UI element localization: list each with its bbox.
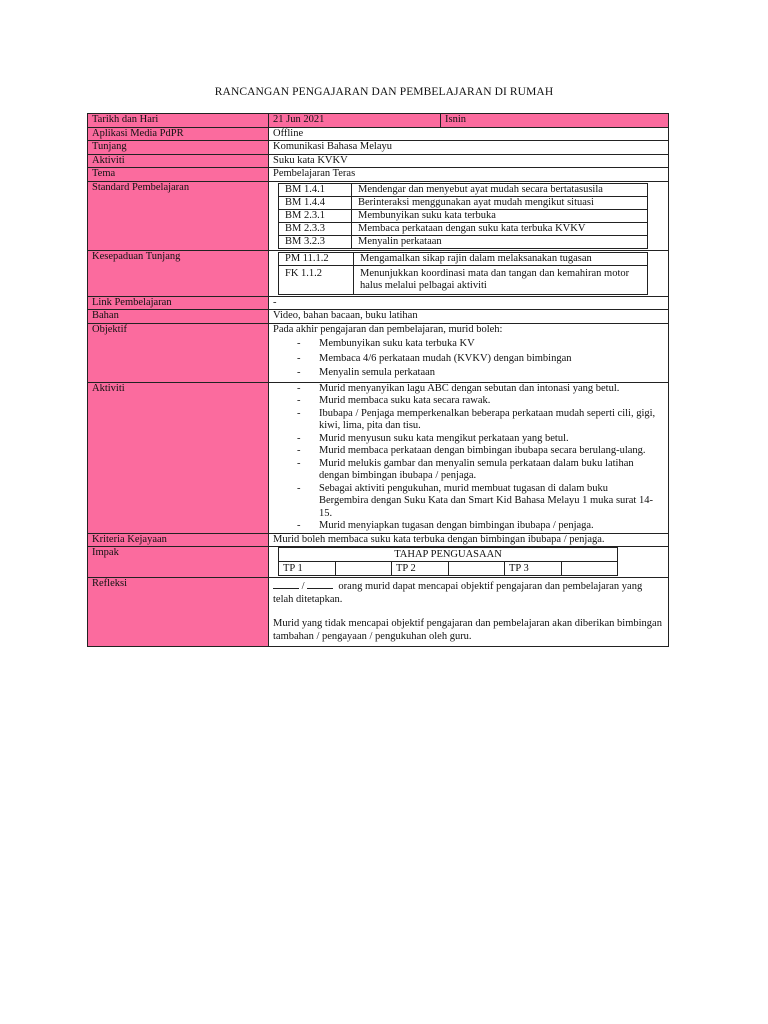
label-refleksi: Refleksi bbox=[88, 578, 269, 647]
label-aktiviti: Aktiviti bbox=[88, 382, 269, 533]
standard-text: Berinteraksi menggunakan ayat mudah mengikut situasi bbox=[352, 196, 648, 209]
tahap-level: TP 3 bbox=[505, 562, 562, 576]
kesepaduan-item bbox=[279, 252, 648, 265]
value-day: Isnin bbox=[445, 114, 466, 125]
kesepaduan-table bbox=[278, 252, 648, 295]
tahap-blank bbox=[448, 562, 505, 576]
label-tunjang: Tunjang bbox=[88, 141, 269, 155]
list-item: - Menyalin semula perkataan bbox=[297, 367, 664, 380]
standard-text: Membaca perkataan dengan suku kata terbuka KVKV bbox=[352, 222, 648, 235]
row-tunjang bbox=[88, 141, 669, 155]
standard-text: Membunyikan suku kata terbuka bbox=[352, 209, 648, 222]
value-aplikasi: Offline bbox=[269, 127, 669, 141]
row-aktiviti-top bbox=[88, 154, 669, 168]
blank-line bbox=[307, 579, 333, 589]
row-aktiviti bbox=[88, 382, 669, 533]
standard-code: BM 1.4.4 bbox=[279, 196, 352, 209]
label-tarikh: Tarikh dan Hari bbox=[88, 114, 269, 128]
list-item: - Murid menyiapkan tugasan dengan bimbingan ibubapa / penjaga. bbox=[297, 520, 658, 533]
label-bahan: Bahan bbox=[88, 310, 269, 324]
value-link: - bbox=[269, 296, 669, 310]
value-bahan: Video, bahan bacaan, buku latihan bbox=[269, 310, 669, 324]
row-objektif bbox=[88, 323, 669, 382]
label-kriteria: Kriteria Kejayaan bbox=[88, 533, 269, 547]
standard-item bbox=[279, 222, 648, 235]
row-bahan bbox=[88, 310, 669, 324]
list-item: - Murid membaca suku kata secara rawak. bbox=[297, 395, 658, 408]
standard-code: BM 3.2.3 bbox=[279, 235, 352, 248]
value-date: 21 Jun 2021 bbox=[269, 114, 441, 127]
list-item: - Murid membaca perkataan dengan bimbingan ibubapa secara berulang-ulang. bbox=[297, 445, 658, 458]
row-impak bbox=[88, 547, 669, 578]
list-item: - Murid menyanyikan lagu ABC dengan sebutan dan intonasi yang betul. bbox=[297, 383, 658, 396]
refleksi-line2: Murid yang tidak mencapai objektif pengajaran dan pembelajaran akan diberikan bimbingan tambahan / pengayaan / pengukuhan oleh guru. bbox=[273, 618, 662, 642]
lesson-plan-table bbox=[87, 113, 669, 647]
refleksi-slash: / bbox=[301, 581, 305, 592]
label-tema: Tema bbox=[88, 168, 269, 182]
blank-line bbox=[273, 579, 299, 589]
label-aplikasi: Aplikasi Media PdPR bbox=[88, 127, 269, 141]
document-title: RANCANGAN PENGAJARAN DAN PEMBELAJARAN DI RUMAH bbox=[214, 86, 554, 98]
row-link bbox=[88, 296, 669, 310]
row-refleksi bbox=[88, 578, 669, 647]
row-tarikh bbox=[88, 114, 669, 128]
kesepaduan-item bbox=[279, 265, 648, 294]
standard-item bbox=[279, 209, 648, 222]
list-item: - Sebagai aktiviti pengukuhan, murid membuat tugasan di dalam buku Bergembira dengan Suku Kata dan Smart Kid Bahasa Melayu 1 muka surat 14-15. bbox=[297, 483, 658, 521]
tahap-level: TP 1 bbox=[279, 562, 336, 576]
tahap-level: TP 2 bbox=[392, 562, 449, 576]
label-kesepaduan: Kesepaduan Tunjang bbox=[88, 250, 269, 296]
kesepaduan-code: FK 1.1.2 bbox=[279, 265, 354, 294]
standard-text: Menyalin perkataan bbox=[352, 235, 648, 248]
value-tema: Pembelajaran Teras bbox=[269, 168, 669, 182]
row-tema bbox=[88, 168, 669, 182]
standard-text: Mendengar dan menyebut ayat mudah secara bertatasusila bbox=[352, 183, 648, 196]
tahap-blank bbox=[561, 562, 618, 576]
tahap-table bbox=[278, 547, 618, 576]
standard-code: BM 2.3.1 bbox=[279, 209, 352, 222]
kesepaduan-text: Menunjukkan koordinasi mata dan tangan dan kemahiran motor halus melalui pelbagai aktiviti bbox=[354, 265, 648, 294]
list-item: - Murid melukis gambar dan menyalin semula perkataan dalam buku latihan dengan bimbingan ibubapa / penjaga. bbox=[297, 458, 658, 483]
objektif-list bbox=[273, 338, 664, 380]
standard-item bbox=[279, 196, 648, 209]
list-item: - Murid menyusun suku kata mengikut perkataan yang betul. bbox=[297, 433, 658, 446]
row-standard bbox=[88, 181, 669, 250]
value-aktiviti-top: Suku kata KVKV bbox=[269, 154, 669, 168]
standard-table bbox=[278, 183, 648, 249]
row-kriteria bbox=[88, 533, 669, 547]
list-item: - Membunyikan suku kata terbuka KV bbox=[297, 338, 664, 351]
label-aktiviti-top: Aktiviti bbox=[88, 154, 269, 168]
label-standard: Standard Pembelajaran bbox=[88, 181, 269, 250]
label-link: Link Pembelajaran bbox=[88, 296, 269, 310]
objektif-intro: Pada akhir pengajaran dan pembelajaran, murid boleh: bbox=[273, 323, 503, 335]
tahap-heading: TAHAP PENGUASAAN bbox=[279, 548, 618, 562]
label-objektif: Objektif bbox=[88, 323, 269, 382]
kesepaduan-text: Mengamalkan sikap rajin dalam melaksanakan tugasan bbox=[354, 252, 648, 265]
list-item: - Membaca 4/6 perkataan mudah (KVKV) dengan bimbingan bbox=[297, 353, 664, 366]
standard-code: BM 1.4.1 bbox=[279, 183, 352, 196]
standard-item bbox=[279, 183, 648, 196]
row-aplikasi bbox=[88, 127, 669, 141]
label-impak: Impak bbox=[88, 547, 269, 578]
list-item: - Ibubapa / Penjaga memperkenalkan beberapa perkataan mudah seperti cili, gigi, kiwi, lima, pita dan tisu. bbox=[297, 408, 658, 433]
standard-code: BM 2.3.3 bbox=[279, 222, 352, 235]
standard-item bbox=[279, 235, 648, 248]
refleksi-line1: orang murid dapat mencapai objektif pengajaran dan pembelajaran yang telah ditetapkan. bbox=[273, 581, 643, 605]
value-tunjang: Komunikasi Bahasa Melayu bbox=[269, 141, 669, 155]
value-kriteria: Murid boleh membaca suku kata terbuka dengan bimbingan ibubapa / penjaga. bbox=[269, 533, 669, 547]
kesepaduan-code: PM 11.1.2 bbox=[279, 252, 354, 265]
aktiviti-list bbox=[273, 383, 664, 533]
tahap-blank bbox=[335, 562, 392, 576]
row-kesepaduan bbox=[88, 250, 669, 296]
